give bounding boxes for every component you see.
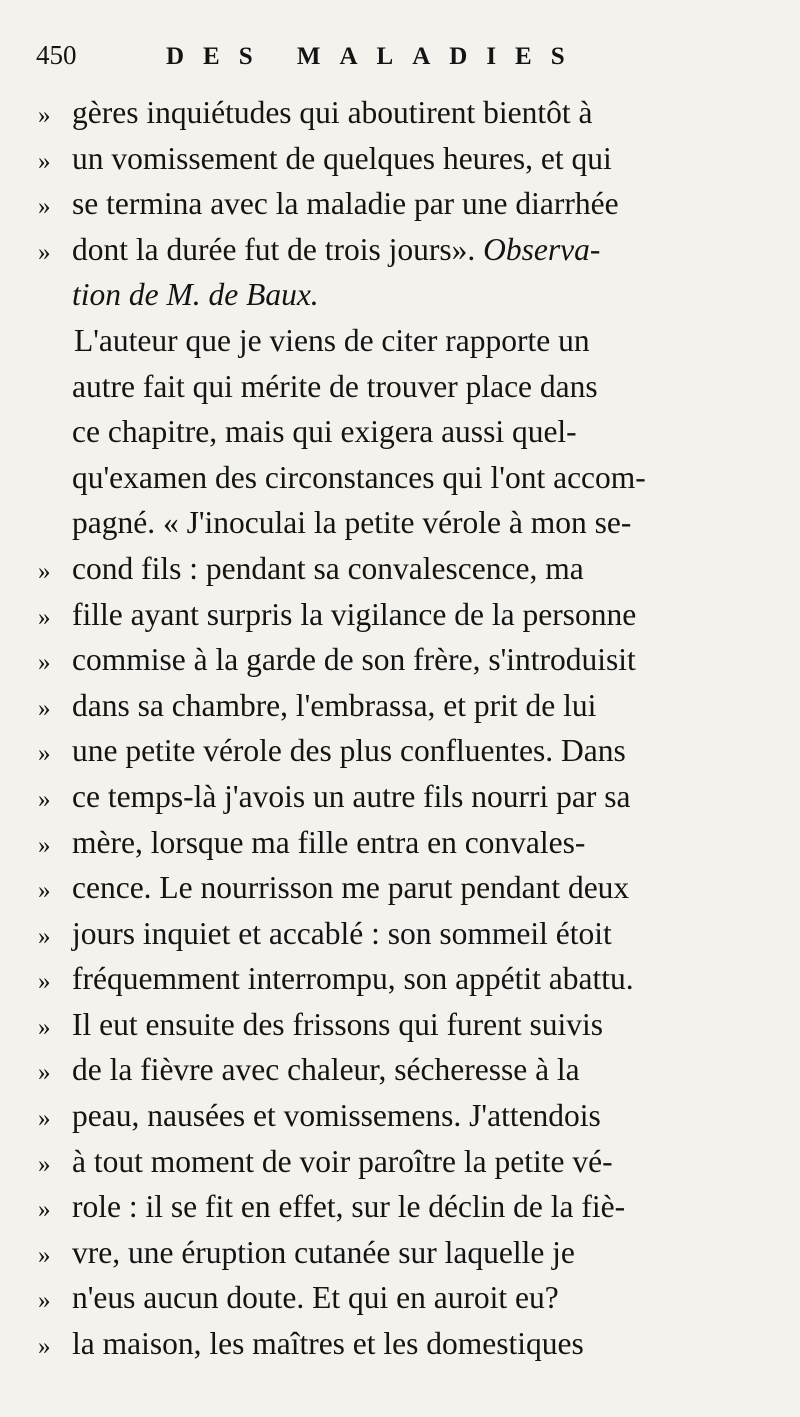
text-line (38, 1002, 756, 1048)
line-text: Il eut ensuite des frissons qui furent suivis (72, 1006, 604, 1042)
text-line (38, 728, 756, 774)
text-line (38, 1047, 756, 1093)
quote-mark: » (38, 1105, 51, 1133)
line-text: L'auteur que je viens de citer rapporte un (74, 322, 590, 358)
line-text: pagné. « J'inoculai la petite vérole à mon se- (72, 505, 632, 541)
text-line (38, 409, 756, 455)
body-text (38, 90, 756, 1367)
text-line (38, 1093, 756, 1139)
text-line (38, 1230, 756, 1276)
italic-text: tion de M. de Baux. (72, 277, 319, 313)
line-text: dans sa chambre, l'embrassa, et prit de lui (72, 687, 597, 723)
line-text: cence. Le nourrisson me parut pendant deux (72, 870, 630, 906)
quote-mark: » (38, 557, 51, 585)
quote-mark: » (38, 238, 51, 266)
line-text: fréquemment interrompu, son appétit abattu. (72, 961, 634, 997)
line-text: se termina avec la maladie par une diarrhée (72, 186, 619, 222)
quote-mark: » (38, 694, 51, 722)
line-text: de la fièvre avec chaleur, sécheresse à la (72, 1052, 580, 1088)
line-text: jours inquiet et accablé : son sommeil étoit (72, 915, 612, 951)
text-line (38, 956, 756, 1002)
line-text: vre, une éruption cutanée sur laquelle je (72, 1234, 575, 1270)
text-line (38, 911, 756, 957)
line-text: ce temps-là j'avois un autre fils nourri par sa (72, 778, 631, 814)
quote-mark: » (38, 877, 51, 905)
line-text: fille ayant surpris la vigilance de la personne (72, 596, 637, 632)
page-header (36, 40, 776, 84)
quote-mark: » (38, 603, 51, 631)
text-line (38, 90, 756, 136)
text-line (38, 181, 756, 227)
italic-text: Observa- (483, 231, 601, 267)
text-line (38, 227, 756, 273)
quote-mark: » (38, 1287, 51, 1315)
line-text: une petite vérole des plus confluentes. Dans (72, 733, 626, 769)
line-text: mère, lorsque ma fille entra en convales- (72, 824, 586, 860)
quote-mark: » (38, 968, 51, 996)
line-text: un vomissement de quelques heures, et qui (72, 140, 612, 176)
text-line (38, 592, 756, 638)
text-line (38, 637, 756, 683)
quote-mark: » (38, 1333, 51, 1361)
text-line (38, 364, 756, 410)
quote-mark: » (38, 1150, 51, 1178)
quote-mark: » (38, 1241, 51, 1269)
text-line (38, 774, 756, 820)
line-text: peau, nausées et vomissemens. J'attendois (72, 1098, 601, 1134)
running-title: DES MALADIES (166, 43, 584, 70)
text-line (38, 136, 756, 182)
text-line (38, 318, 756, 364)
line-text: n'eus aucun doute. Et qui en auroit eu? (72, 1280, 559, 1316)
quote-mark: » (38, 922, 51, 950)
text-line (38, 1275, 756, 1321)
quote-mark: » (38, 740, 51, 768)
line-text: ce chapitre, mais qui exigera aussi quel- (72, 414, 577, 450)
quote-mark: » (38, 147, 51, 175)
line-text: cond fils : pendant sa convalescence, ma (72, 550, 584, 586)
line-text: gères inquiétudes qui aboutirent bientôt à (72, 95, 593, 130)
line-text: la maison, les maîtres et les domestiques (72, 1326, 584, 1362)
line-text: qu'examen des circonstances qui l'ont accom- (72, 459, 646, 495)
quote-mark: » (38, 649, 51, 677)
quote-mark: » (38, 1196, 51, 1224)
text-line (38, 455, 756, 501)
text-line (38, 1184, 756, 1230)
text-line (38, 272, 756, 318)
line-text: dont la durée fut de trois jours». (72, 231, 484, 267)
line-text: commise à la garde de son frère, s'introduisit (72, 642, 636, 678)
text-line (38, 546, 756, 592)
line-text: à tout moment de voir paroître la petite vé- (72, 1143, 613, 1179)
page-number: 450 (36, 40, 77, 70)
quote-mark: » (38, 1013, 51, 1041)
quote-mark: » (38, 831, 51, 859)
text-line (38, 1321, 756, 1367)
quote-mark: » (38, 193, 51, 221)
text-line (38, 865, 756, 911)
text-line (38, 500, 756, 546)
quote-mark: » (38, 785, 51, 813)
line-text: role : il se fit en effet, sur le déclin de la fiè- (72, 1189, 626, 1225)
text-line (38, 683, 756, 729)
quote-mark: » (38, 102, 51, 129)
quote-mark: » (38, 1059, 51, 1087)
text-line (38, 1139, 756, 1185)
text-line (38, 820, 756, 866)
line-text: autre fait qui mérite de trouver place dans (72, 368, 598, 404)
